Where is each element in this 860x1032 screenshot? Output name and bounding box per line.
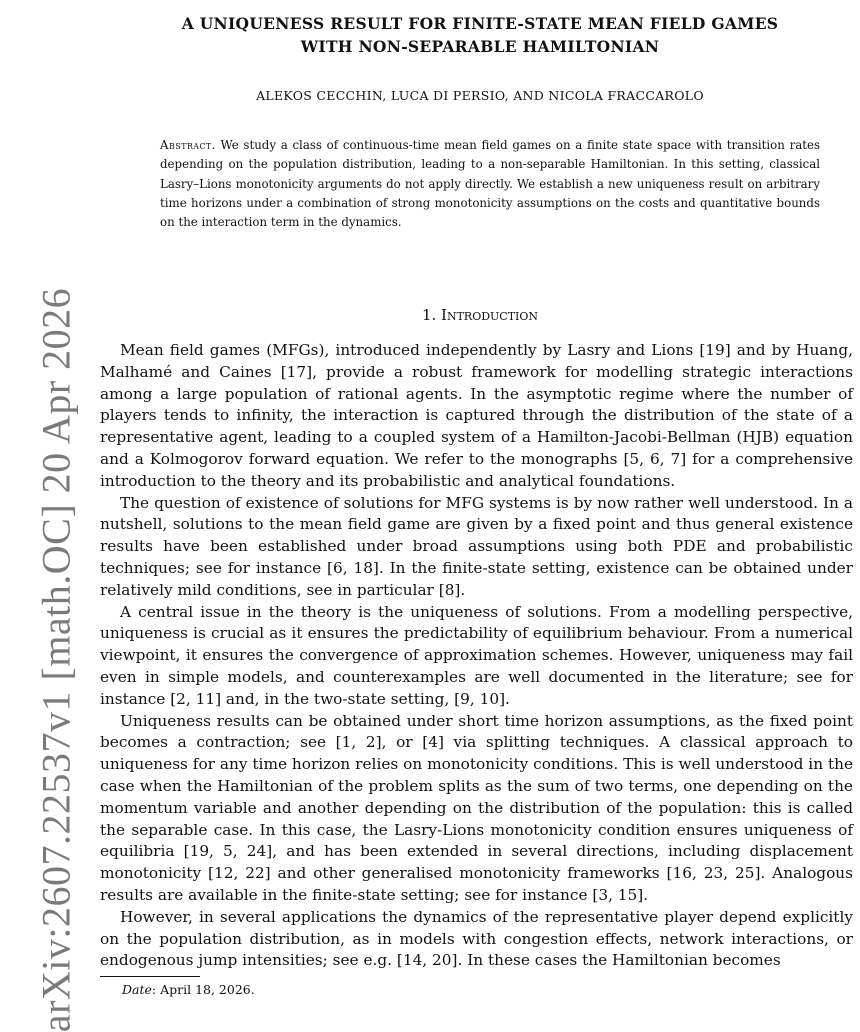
arxiv-identifier: arXiv:2607.22537v1 [math.OC] 20 Apr 2026	[33, 287, 79, 1032]
section-title: Introduction	[441, 306, 539, 324]
footnote-text: : April 18, 2026.	[151, 982, 255, 997]
paragraph: However, in several applications the dynamics of the representative player depend explicitly on the population distribution, as in models with congestion effects, network interactions, or endogenous jump intensities; see e.g. [14, 20]. In these cases the Hamiltonian becomes	[100, 907, 853, 970]
paragraph: The question of existence of solutions for MFG systems is by now rather well understood. In a nutshell, solutions to the mean field game are given by a fixed point and thus general existence results have been established under broad assumptions using both PDE and probabilistic techniques; see for instance [6, 18]. In the finite-state setting, existence can be obtained under relatively mild conditions, see in particular [8].	[100, 493, 853, 599]
paragraph: Mean field games (MFGs), introduced independently by Lasry and Lions [19] and by Huang, Malhamé and Caines [17], provide a robust framework for modelling strategic interactions among a large population of rational agents. In the asymptotic regime where the number of players tends to infinity, the interaction is captured through the distribution of the state of a representative agent, leading to a coupled system of a Hamilton-Jacobi-Bellman (HJB) equation and a Kolmogorov forward equation. We refer to the monographs [5, 6, 7] for a comprehensive introduction to the theory and its probabilistic and analytical foundations.	[100, 341, 853, 490]
footnote-rule	[100, 976, 200, 977]
paper-title	[110, 12, 850, 58]
abstract-text: We study a class of continuous-time mean field games on a finite state space with transition rates depending on the population distribution, leading to a non-separable Hamiltonian. In this setting, classical Lasry–Lions monotonicity arguments do not apply directly. We establish a new uniqueness result on arbitrary time horizons under a combination of strong monotonicity assumptions on the costs and quantitative bounds on the interaction term in the dynamics.	[160, 138, 821, 230]
title-line-1: A UNIQUENESS RESULT FOR FINITE-STATE MEAN FIELD GAMES	[181, 14, 779, 33]
paragraph: A central issue in the theory is the uniqueness of solutions. From a modelling perspective, uniqueness is crucial as it ensures the predictability of equilibrium behaviour. From a numerical viewpoint, it ensures the convergence of approximation schemes. However, uniqueness may fail even in simple models, and counterexamples are well documented in the literature; see for instance [2, 11] and, in the two-state setting, [9, 10].	[100, 602, 853, 708]
abstract	[160, 136, 820, 232]
section-number: 1.	[421, 306, 437, 324]
paragraph: Uniqueness results can be obtained under short time horizon assumptions, as the fixed point becomes a contraction; see [1, 2], or [4] via splitting techniques. A classical approach to uniqueness for any time horizon relies on monotonicity conditions. This is well understood in the case when the Hamiltonian of the problem splits as the sum of two terms, one depending on the momentum variable and another depending on the distribution of the population: this is called the separable case. In this case, the Lasry-Lions monotonicity condition ensures uniqueness of equilibria [19, 5, 24], and has been extended in several directions, including displacement monotonicity [12, 22] and other generalised monotonicity frameworks [16, 23, 25]. Analogous results are available in the finite-state setting; see for instance [3, 15].	[100, 711, 853, 904]
body-text	[100, 340, 853, 972]
footnote-label: Date	[122, 982, 152, 997]
date-footnote	[122, 982, 255, 998]
abstract-label: Abstract.	[160, 138, 216, 152]
title-line-2: WITH NON-SEPARABLE HAMILTONIAN	[300, 37, 660, 56]
section-heading	[110, 306, 850, 324]
author-list: ALEKOS CECCHIN, LUCA DI PERSIO, AND NICOLA FRACCAROLO	[256, 88, 704, 103]
